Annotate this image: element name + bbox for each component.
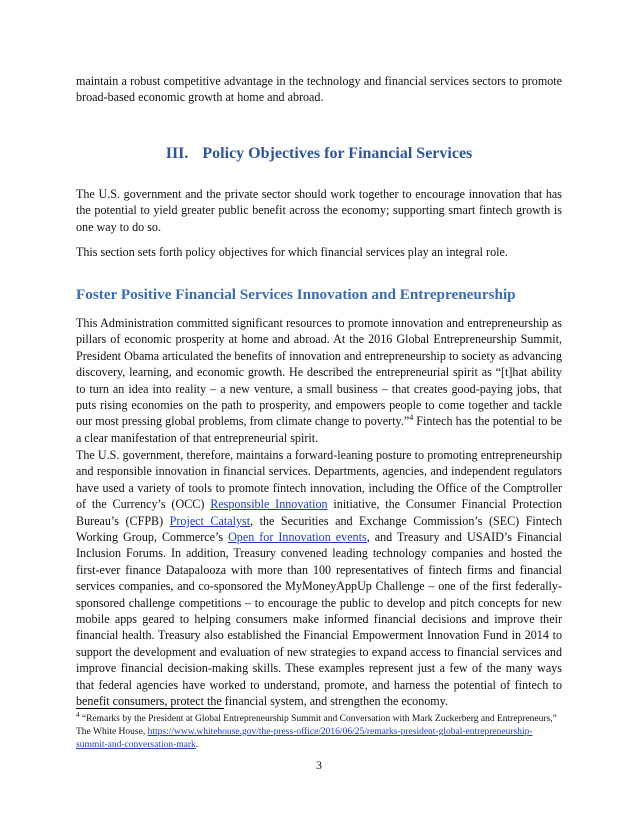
footnote-ref: 4 <box>409 413 414 423</box>
footnote-divider <box>76 708 224 709</box>
section-title: Policy Objectives for Financial Services <box>202 145 473 162</box>
footnote-text: “Remarks by the President at Global Entrepreneurship Summit and Conversation with Mark Zuckerberg and Entrepreneurs,” The White House, <box>76 714 557 737</box>
paragraph-4-part2: initiative, the Consumer Financial Protection Bureau’s (CFPB) <box>76 497 562 528</box>
footnote-end: . <box>195 740 199 750</box>
open-for-innovation-link[interactable]: Open for Innovation events <box>228 530 367 545</box>
footnote-number: 4 <box>76 710 80 719</box>
subheading: Foster Positive Financial Services Innovation and Entrepreneurship <box>76 286 516 303</box>
section-number: III. <box>165 145 189 162</box>
paragraph-3-text: This Administration committed significant resources to promote innovation and entrepreneurship as pillars of economic prosperity at home and abroad. At the 2016 Global Entrepreneurship Summit, President Obama articulated the benefits of innovation and entrepreneurship to society as advancing discovery, learning, and economic growth. He described the entrepreneurial spirit as “[t]hat ability to turn an idea into reality – a new venture, a small business – that creates good-paying jobs, that puts rising economies on the path to prosperity, and empowers people to come together and tackle our most pressing global problems, from climate change to poverty.” <box>76 316 562 429</box>
paragraph-3-after: Fintech has the potential to be a clear manifestation of that entrepreneurial spirit. <box>76 414 562 445</box>
footnote-link[interactable]: https://www.whitehouse.gov/the-press-office/2016/06/25/remarks-president-global-entrepreneurship-summit-and-conversation-mark <box>76 727 533 750</box>
footnote <box>76 710 562 752</box>
paragraph-4-part4: , and Treasury and USAID’s Financial Inclusion Forums. In addition, Treasury convened leading technology companies and hosted the first-ever finance Datapalooza with more than 100 representatives of fintech firms and financial services companies, and co-sponsored the MyMoneyAppUp Challenge – one of the first federally-sponsored challenge competitions – to encourage the public to develop and pitch concepts for new mobile apps geared to helping consumers make informed financial decisions and improve their financial health. Treasury also established the Financial Empowerment Innovation Fund in 2014 to support the development and evaluation of new strategies to expand access to financial services and improve financial decision-making skills. These examples represent just a few of the many ways that federal agencies have worked to understand, promote, and harness the potential of fintech to benefit consumers, protect the financial system, and strengthen the economy. <box>76 530 563 709</box>
page-number: 3 <box>316 758 322 772</box>
responsible-innovation-link[interactable]: Responsible Innovation <box>210 497 328 512</box>
paragraph-4-part1: The U.S. government, therefore, maintains a forward-leaning posture to promoting entrepreneurship and responsible innovation in financial services. Departments, agencies, and independent regulators have used a variety of tools to promote fintech innovation, including the Office of the Comptroller of the Currency’s (OCC) <box>76 448 562 512</box>
paragraph-2: This section sets forth policy objectives for which financial services play an integral role. <box>76 245 508 259</box>
project-catalyst-link[interactable]: Project Catalyst <box>169 513 251 528</box>
paragraph-4-part3: , the Securities and Exchange Commission’s (SEC) Fintech Working Group, Commerce’s <box>76 513 562 545</box>
paragraph-3 <box>76 315 562 446</box>
paragraph-1: The U.S. government and the private sector should work together to encourage innovation that has the potential to yield greater public benefit across the economy; supporting smart fintech growth is one way to do so. <box>76 187 562 234</box>
intro-paragraph: maintain a robust competitive advantage in the technology and financial services sectors to promote broad-based economic growth at home and abroad. <box>76 74 562 105</box>
section-heading <box>76 145 562 163</box>
paragraph-4 <box>76 447 562 710</box>
